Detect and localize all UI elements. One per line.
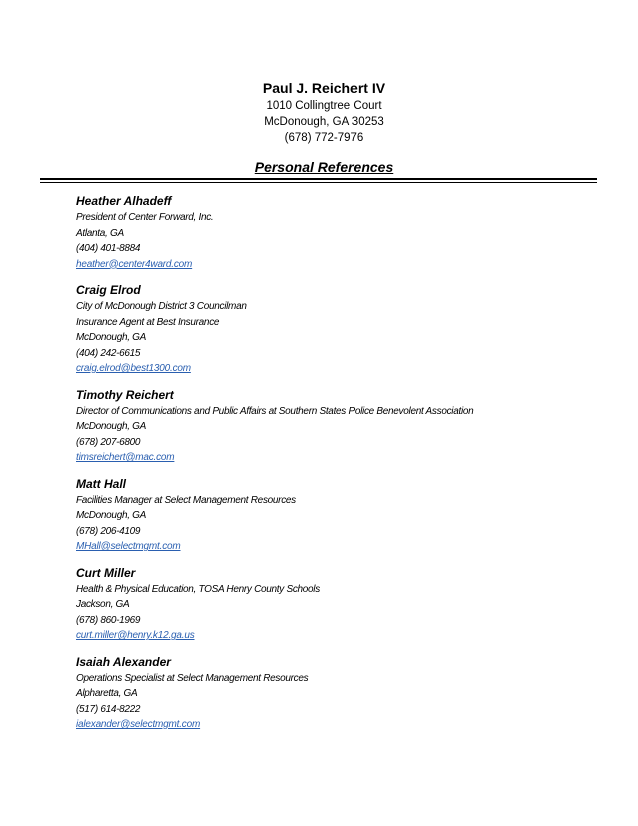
reference-phone: (678) 207-6800 [76, 436, 141, 448]
reference-title-2: Insurance Agent at Best Insurance [76, 316, 220, 328]
reference-email-link[interactable]: heather@center4ward.com [76, 258, 193, 270]
author-name: Paul J. Reichert IV [262, 80, 386, 96]
reference-email-link[interactable]: ialexander@selectmgmt.com [76, 719, 201, 730]
reference-phone: (678) 860-1969 [76, 614, 141, 626]
reference-phone: (404) 242-6615 [76, 347, 141, 359]
reference-name: Matt Hall [76, 476, 127, 491]
section-title: Personal References [254, 159, 394, 175]
reference-entry [76, 282, 606, 377]
reference-email-link[interactable]: curt.miller@henry.k12.ga.us [76, 630, 195, 641]
address-line-1: 1010 Collingtree Court [266, 100, 382, 112]
reference-phone: (517) 614-8222 [76, 703, 141, 715]
reference-location: Alpharetta, GA [76, 688, 138, 699]
reference-entry [76, 387, 606, 466]
reference-entry [76, 476, 606, 555]
reference-phone: (404) 401-8884 [76, 243, 141, 254]
reference-location: McDonough, GA [76, 421, 147, 432]
reference-entry [76, 193, 606, 272]
references-list [76, 193, 606, 743]
reference-title: President of Center Forward, Inc. [76, 212, 214, 223]
reference-name: Timothy Reichert [76, 387, 174, 402]
reference-location: McDonough, GA [76, 332, 147, 343]
reference-location: Jackson, GA [76, 599, 130, 610]
reference-email-link[interactable]: MHall@selectmgmt.com [76, 541, 181, 552]
reference-title: Health & Physical Education, TOSA Henry County Schools [76, 583, 320, 595]
reference-title: Director of Communications and Public Affairs at Southern States Police Benevolent Association [76, 405, 474, 417]
phone-number: (678) 772-7976 [284, 132, 364, 144]
reference-location: Atlanta, GA [76, 227, 124, 239]
resume-header [0, 78, 638, 146]
reference-location: McDonough, GA [76, 510, 147, 521]
reference-name: Curt Miller [76, 565, 136, 580]
reference-name: Heather Alhadeff [76, 194, 172, 208]
reference-name: Isaiah Alexander [76, 654, 171, 669]
reference-phone: (678) 206-4109 [76, 525, 141, 537]
reference-entry [76, 654, 606, 733]
reference-email-link[interactable]: timsreichert@mac.com [76, 452, 175, 463]
reference-name: Craig Elrod [76, 283, 141, 297]
reference-title: Facilities Manager at Select Management Resources [76, 494, 296, 506]
reference-title: City of McDonough District 3 Councilman [76, 301, 247, 312]
reference-title: Operations Specialist at Select Management Resources [76, 672, 309, 684]
address-line-2: McDonough, GA 30253 [264, 116, 384, 128]
divider-thin [40, 182, 597, 183]
reference-entry [76, 565, 606, 644]
reference-email-link[interactable]: craig.elrod@best1300.com [76, 363, 191, 374]
divider-thick [40, 178, 597, 180]
